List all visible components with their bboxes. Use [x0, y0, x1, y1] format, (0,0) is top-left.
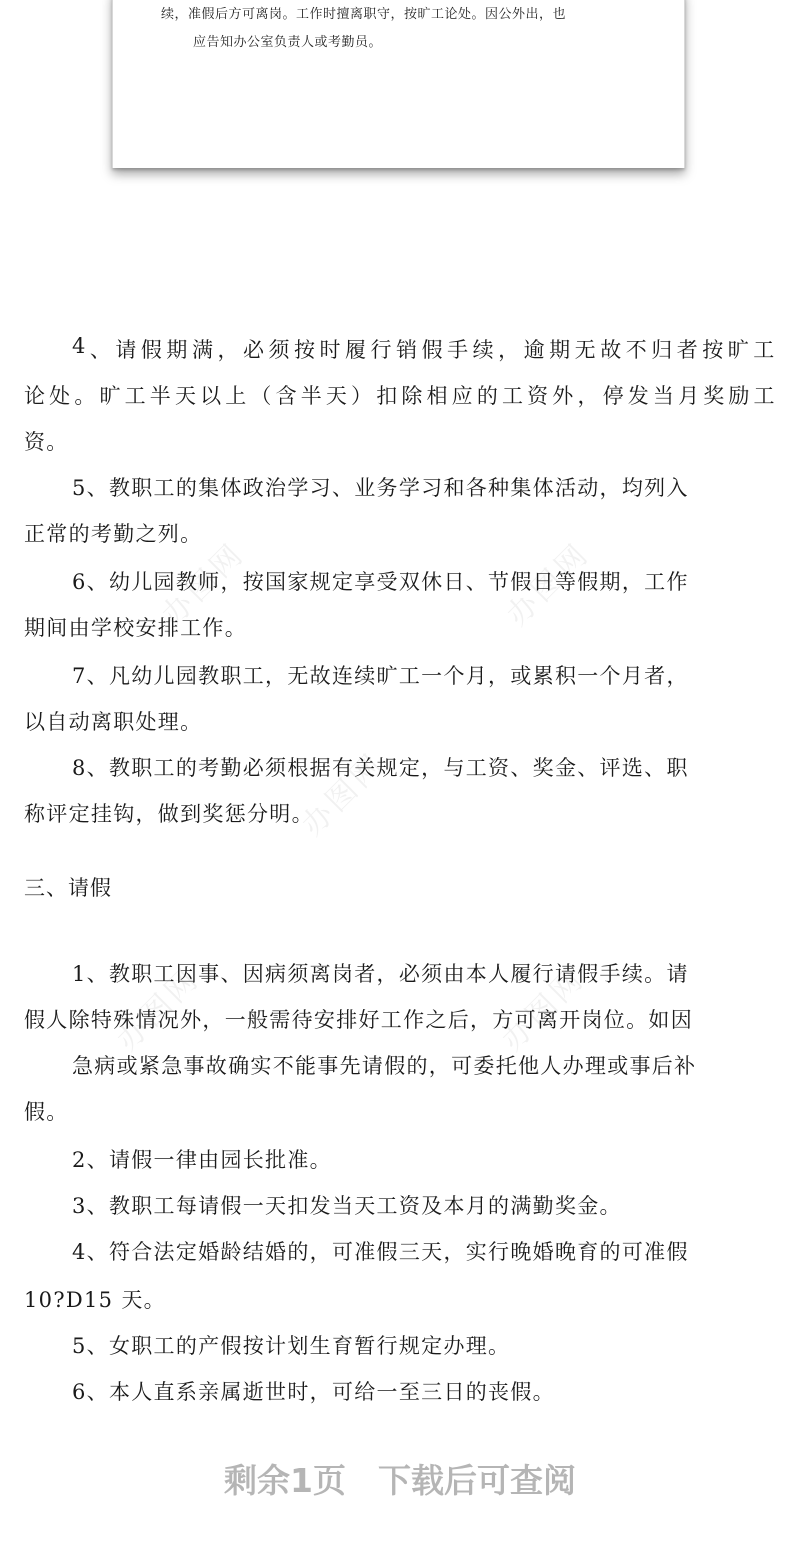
- watermark: 办图网: [295, 746, 392, 843]
- watermark: 办图网: [495, 961, 592, 1058]
- paragraph-line: 5、女职工的产假按计划生育暂行规定办理。: [72, 1334, 511, 1358]
- paragraph-line: 3、教职工每请假一天扣发当天工资及本月的满勤奖金。: [72, 1194, 622, 1218]
- paragraph-line: 10?D15 天。: [24, 1288, 166, 1312]
- paragraph-line: 正常的考勤之列。: [24, 522, 203, 546]
- paragraph-line: 8、教职工的考勤必须根据有关规定，与工资、奖金、评选、职: [72, 756, 689, 780]
- paragraph-line: 资。: [24, 430, 69, 454]
- paragraph-line: 急病或紧急事故确实不能事先请假的，可委托他人办理或事后补: [72, 1054, 697, 1078]
- paragraph-line: 称评定挂钩，做到奖惩分明。: [24, 802, 314, 826]
- download-prompt[interactable]: [0, 1455, 800, 1502]
- section-heading: 三、请假: [24, 876, 112, 900]
- preview-line-2: 应告知办公室负责人或考勤员。: [193, 35, 383, 50]
- watermark: 办图网: [110, 961, 207, 1058]
- paragraph-line: 论 处 。 旷 工 半 天 以 上 （ 含 半 天 ） 扣 除 相 应 的 工 资 外 ， 停 发 当 月 奖 励 工: [24, 384, 776, 408]
- paragraph-line: 4 、 请 假 期 满 ， 必 须 按 时 履 行 销 假 手 续 ， 逾 期 无 故 不 归 者 按 旷 工: [72, 334, 776, 362]
- paragraph-line: 假人除特殊情况外，一般需待安排好工作之后，方可离开岗位。如因: [24, 1008, 693, 1032]
- paragraph-line: 6、本人直系亲属逝世时，可给一至三日的丧假。: [72, 1380, 555, 1404]
- paragraph-line: 2、请假一律由园长批准。: [72, 1148, 332, 1172]
- preview-line-1: 续，准假后方可离岗。工作时擅离职守，按旷工论处。因公外出，也: [161, 7, 567, 22]
- preview-page-card: [112, 0, 685, 168]
- paragraph-line: 5、教职工的集体政治学习、业务学习和各种集体活动，均列入: [72, 476, 689, 500]
- paragraph-line: 1、教职工因事、因病须离岗者，必须由本人履行请假手续。请: [72, 962, 689, 986]
- paragraph-line: 期间由学校安排工作。: [24, 616, 247, 640]
- paragraph-line: 假。: [24, 1100, 69, 1124]
- remaining-pages-text[interactable]: 剩余1页: [224, 1461, 346, 1500]
- paragraph-line: 4、符合法定婚龄结婚的，可准假三天，实行晚婚晚育的可准假: [72, 1240, 689, 1264]
- paragraph-line: 7、凡幼儿园教职工，无故连续旷工一个月，或累积一个月者，: [72, 664, 689, 688]
- download-to-view-text[interactable]: 下载后可查阅: [377, 1461, 576, 1500]
- paragraph-line: 以自动离职处理。: [24, 710, 203, 734]
- watermark: 办图网: [500, 536, 597, 633]
- watermark: 办图网: [155, 536, 252, 633]
- paragraph-line: 6、幼儿园教师，按国家规定享受双休日、节假日等假期，工作: [72, 570, 689, 594]
